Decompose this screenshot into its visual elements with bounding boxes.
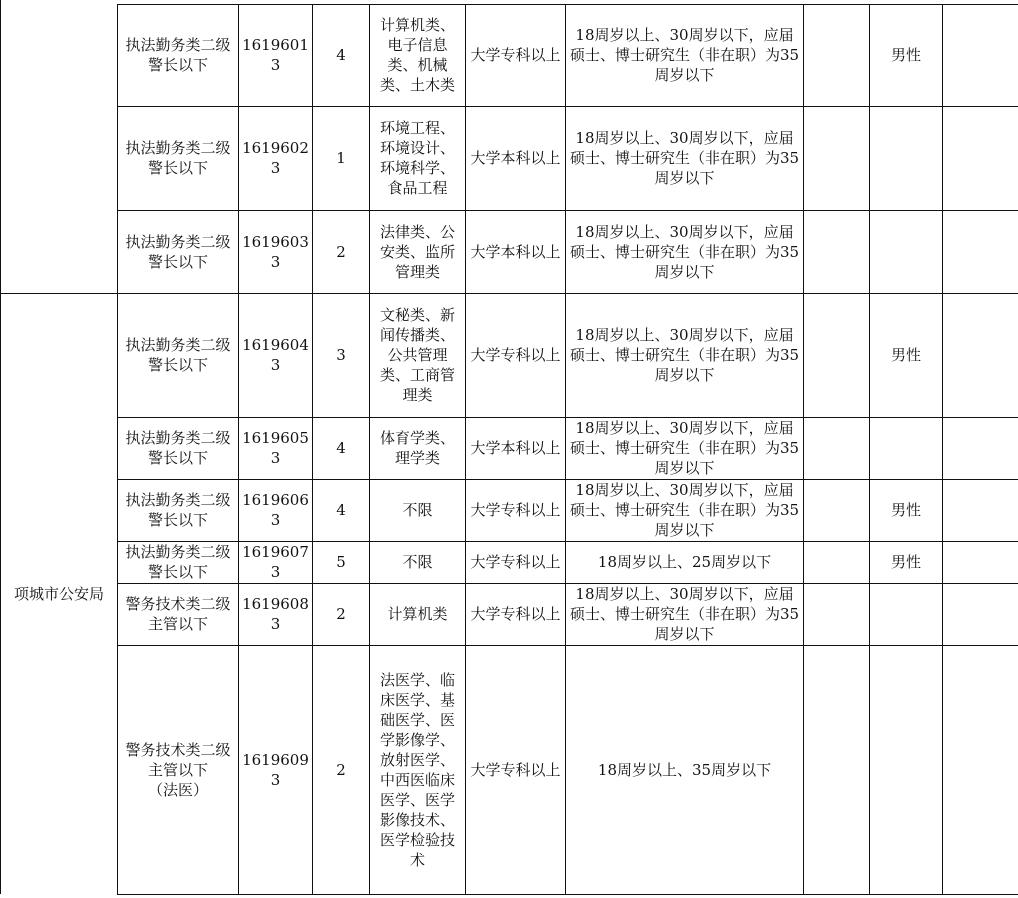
notes-cell — [943, 479, 1018, 541]
table-row — [1, 106, 1018, 210]
count-cell: 2 — [313, 645, 370, 894]
education-cell: 大学专科以上 — [466, 541, 566, 583]
unit-cell-upper — [1, 210, 118, 293]
position-cell: 执法勤务类二级警长以下 — [118, 541, 239, 583]
table-row — [1, 645, 1018, 894]
table-row — [1, 417, 1018, 479]
position-cell: 执法勤务类二级警长以下 — [118, 106, 239, 210]
blank-cell — [804, 479, 870, 541]
notes-cell — [943, 4, 1018, 106]
table-row — [1, 4, 1018, 106]
age-cell: 18周岁以上、30周岁以下，应届硕士、博士研究生（非在职）为35周岁以下 — [566, 4, 804, 106]
age-cell: 18周岁以上、30周岁以下，应届硕士、博士研究生（非在职）为35周岁以下 — [566, 417, 804, 479]
notes-cell — [943, 106, 1018, 210]
notes-cell — [943, 583, 1018, 645]
education-cell: 大学专科以上 — [466, 4, 566, 106]
table-row — [1, 479, 1018, 541]
position-cell — [118, 645, 239, 894]
major-cell: 法医学、临床医学、基础医学、医学影像学、放射医学、中西医临床医学、医学影像技术、医学检验技术 — [370, 645, 466, 894]
position-cell: 执法勤务类二级警长以下 — [118, 417, 239, 479]
education-cell: 大学专科以上 — [466, 479, 566, 541]
code-cell: 16196023 — [239, 106, 313, 210]
education-cell: 大学本科以上 — [466, 210, 566, 293]
education-cell: 大学专科以上 — [466, 583, 566, 645]
position-note: （法医） — [147, 780, 208, 799]
count-cell: 2 — [313, 583, 370, 645]
blank-cell — [804, 583, 870, 645]
major-cell: 不限 — [370, 479, 466, 541]
gender-cell: 男性 — [870, 293, 943, 417]
age-cell: 18周岁以上、35周岁以下 — [566, 645, 804, 894]
gender-cell — [870, 210, 943, 293]
major-cell: 计算机类、电子信息类、机械类、土木类 — [370, 4, 466, 106]
count-cell: 2 — [313, 210, 370, 293]
blank-cell — [804, 106, 870, 210]
table-row — [1, 210, 1018, 293]
major-cell: 计算机类 — [370, 583, 466, 645]
notes-cell — [943, 645, 1018, 894]
gender-cell: 男性 — [870, 541, 943, 583]
age-cell: 18周岁以上、30周岁以下，应届硕士、博士研究生（非在职）为35周岁以下 — [566, 210, 804, 293]
blank-cell — [804, 293, 870, 417]
education-cell: 大学本科以上 — [466, 106, 566, 210]
code-cell: 16196083 — [239, 583, 313, 645]
notes-cell — [943, 541, 1018, 583]
unit-cell-upper — [1, 4, 118, 106]
unit-cell-upper — [1, 106, 118, 210]
count-cell: 4 — [313, 479, 370, 541]
gender-cell — [870, 106, 943, 210]
education-cell: 大学专科以上 — [466, 293, 566, 417]
major-cell: 文秘类、新闻传播类、公共管理类、工商管理类 — [370, 293, 466, 417]
major-cell: 不限 — [370, 541, 466, 583]
gender-cell: 男性 — [870, 4, 943, 106]
blank-cell — [804, 417, 870, 479]
count-cell: 3 — [313, 293, 370, 417]
code-cell: 16196013 — [239, 4, 313, 106]
count-cell: 5 — [313, 541, 370, 583]
notes-cell — [943, 210, 1018, 293]
code-cell: 16196043 — [239, 293, 313, 417]
position-cell: 警务技术类二级主管以下 — [118, 583, 239, 645]
code-cell: 16196093 — [239, 645, 313, 894]
gender-cell — [870, 583, 943, 645]
count-cell: 4 — [313, 4, 370, 106]
code-cell: 16196073 — [239, 541, 313, 583]
gender-cell — [870, 645, 943, 894]
notes-cell — [943, 417, 1018, 479]
age-cell: 18周岁以上、25周岁以下 — [566, 541, 804, 583]
position-cell: 执法勤务类二级警长以下 — [118, 479, 239, 541]
blank-cell — [804, 645, 870, 894]
table-row — [1, 583, 1018, 645]
education-cell: 大学本科以上 — [466, 417, 566, 479]
notes-cell — [943, 293, 1018, 417]
table-row — [1, 293, 1018, 417]
age-cell: 18周岁以上、30周岁以下，应届硕士、博士研究生（非在职）为35周岁以下 — [566, 106, 804, 210]
blank-cell — [804, 541, 870, 583]
major-cell: 体育学类、理学类 — [370, 417, 466, 479]
gender-cell — [870, 417, 943, 479]
education-cell: 大学专科以上 — [466, 645, 566, 894]
age-cell: 18周岁以上、30周岁以下，应届硕士、博士研究生（非在职）为35周岁以下 — [566, 583, 804, 645]
count-cell: 1 — [313, 106, 370, 210]
position-cell: 执法勤务类二级警长以下 — [118, 4, 239, 106]
code-cell: 16196033 — [239, 210, 313, 293]
position-cell: 执法勤务类二级警长以下 — [118, 293, 239, 417]
blank-cell — [804, 4, 870, 106]
age-cell: 18周岁以上、30周岁以下，应届硕士、博士研究生（非在职）为35周岁以下 — [566, 293, 804, 417]
position-text: 警务技术类二级主管以下 — [125, 740, 231, 779]
blank-cell — [804, 210, 870, 293]
position-cell: 执法勤务类二级警长以下 — [118, 210, 239, 293]
unit-cell: 项城市公安局 — [1, 293, 118, 894]
major-cell: 环境工程、环境设计、环境科学、食品工程 — [370, 106, 466, 210]
gender-cell: 男性 — [870, 479, 943, 541]
count-cell: 4 — [313, 417, 370, 479]
code-cell: 16196053 — [239, 417, 313, 479]
table-row — [1, 541, 1018, 583]
major-cell: 法律类、公安类、监所管理类 — [370, 210, 466, 293]
code-cell: 16196063 — [239, 479, 313, 541]
age-cell: 18周岁以上、30周岁以下，应届硕士、博士研究生（非在职）为35周岁以下 — [566, 479, 804, 541]
